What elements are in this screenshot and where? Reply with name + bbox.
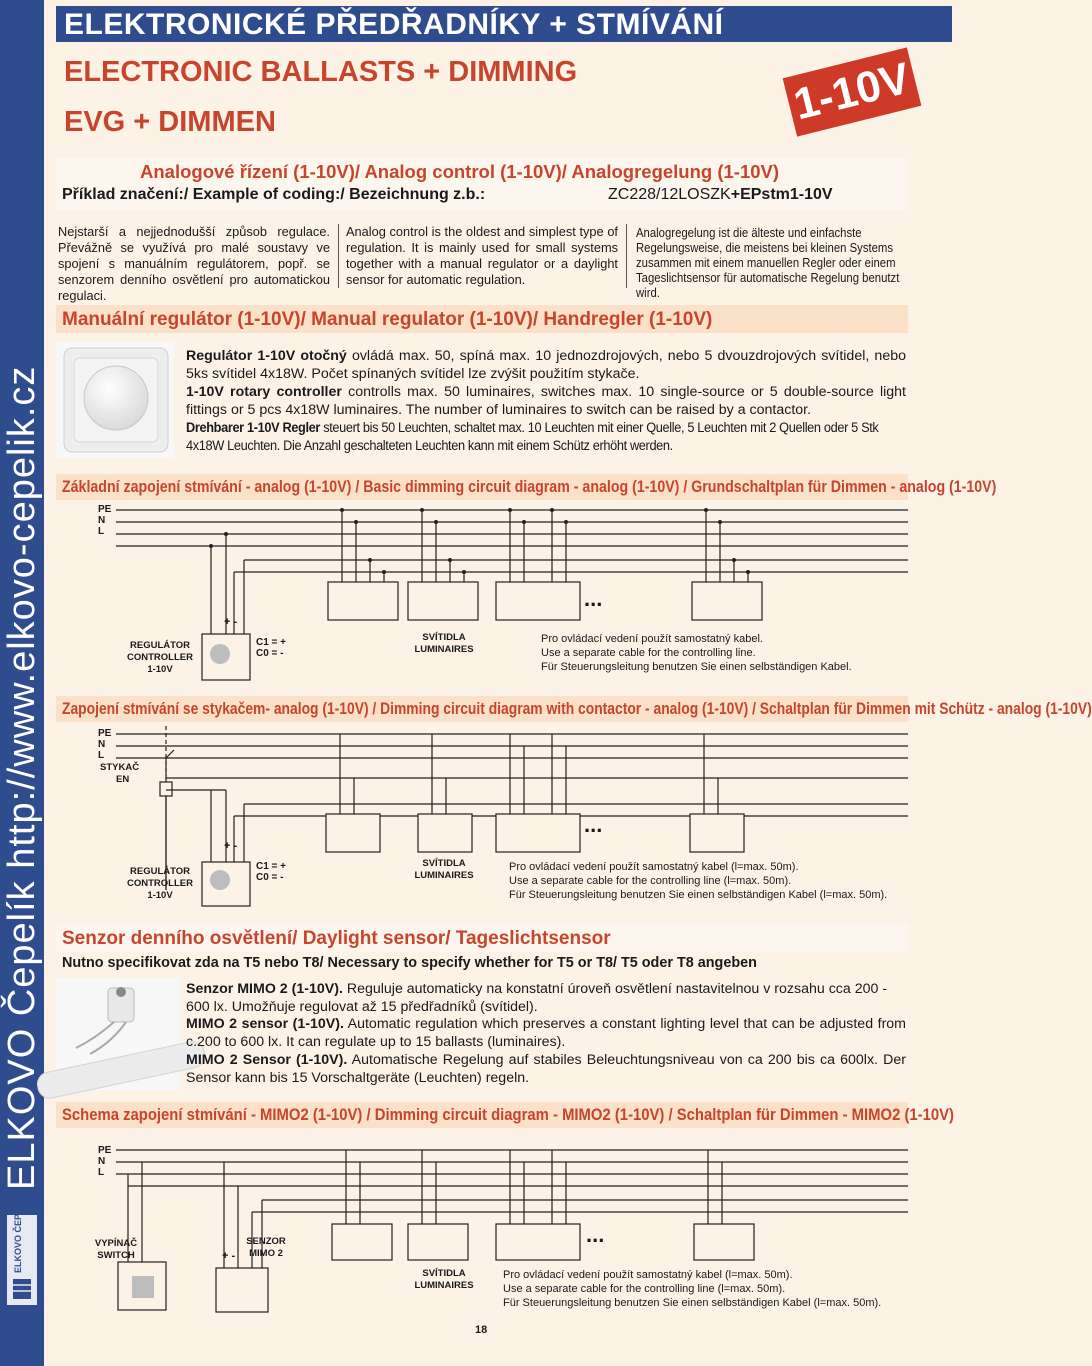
- diagram2-c-values: C1 = + C0 = -: [256, 861, 287, 883]
- sensor-text-cz: Senzor MIMO 2 (1-10V). Reguluje automaticky na konstatní úroveň osvětlení nastavitelnou v rozsahu cca 200 - 600 lx. Umožňuje regulovat až 15 předřadníků (svítidel).: [186, 981, 888, 1015]
- sidebar-url-text: ELKOVO Čepelík http://www.elkovo-cepelik.cz: [1, 365, 43, 1190]
- diagram1-c-values: C1 = + C0 = -: [256, 637, 287, 659]
- diagram3-line-labels: PE N L: [98, 1145, 112, 1178]
- diagram2-note: Pro ovládací vedení použít samostatný kabel (l=max. 50m). Use a separate cable for the controlling line (l=max. 50m). Für Steuerungsleitung benutzen Sie einen selbständigen Kabel (l=max. 50m).: [509, 861, 888, 901]
- elkovo-logo: [7, 1193, 37, 1305]
- diagram2-line-labels: PE N L: [98, 728, 112, 761]
- coding-value: ZC228/12LOSZK+EPstm1-10V: [608, 186, 833, 203]
- analog-text-en: Analog control is the oldest and simplest type of regulation. It is mainly used for small systems together with a manual regulator or a daylight sensor for automatic regulation.: [346, 224, 618, 287]
- diagram2-luminaires-label: SVÍTIDLA LUMINAIRES: [414, 858, 474, 881]
- diagram3-luminaires-label: SVÍTIDLA LUMINAIRES: [414, 1268, 474, 1291]
- page-title-en: ELECTRONIC BALLASTS + DIMMING: [64, 56, 578, 88]
- sensor-text-de: MIMO 2 Sensor (1-10V). Automatische Regelung auf stabiles Beleuchtungsniveau von ca 200 bis ca 600lx. Der Sensor kann bis 15 Vorschaltgeräte (Leuchten) regeln.: [186, 1052, 906, 1086]
- analog-text-cz: Nejstarší a nejjednodušší způsob regulace. Převážně se využívá pro malé soustavy ve spojení s manuálním regulátorem, popř. se senzorem denního osvětlení pro automatickou regulaci.: [58, 224, 330, 303]
- diagram1-luminaires-label: SVÍTIDLA LUMINAIRES: [414, 632, 474, 655]
- page-number: 18: [475, 1324, 488, 1336]
- diagram2-polarity: + -: [224, 840, 238, 852]
- analog-heading: Analogové řízení (1-10V)/ Analog control (1-10V)/ Analogregelung (1-10V): [140, 161, 780, 182]
- analog-text-de: Analogregelung ist die älteste und einfachste Regelungsweise, die meistens bei kleinen Systems zusammen mit einem manuellen Regler oder einem Tageslichtsensor für automatische Regelung benutzt wird.: [636, 226, 900, 300]
- diagram3-note: Pro ovládací vedení použít samostatný kabel (l=max. 50m). Use a separate cable for the controlling line (l=max. 50m). Für Steuerungsleitung benutzen Sie einen selbständigen Kabel (l=max. 50m).: [503, 1269, 882, 1309]
- diagram1-controller-label: REGULÁTOR CONTROLLER 1-10V: [127, 640, 193, 675]
- manual-text-en: 1-10V rotary controller controlls max. 50 luminaires, switches max. 10 single-source or 5 double-source light fittings or 5 pcs 4x18W luminaires. The number of luminaires to switch can be raised by a contactor.: [186, 384, 906, 418]
- diagram3-dots: ...: [586, 1222, 605, 1247]
- sidebar: [0, 0, 44, 1366]
- diagram2-controller-label: REGULÁTOR CONTROLLER 1-10V: [127, 866, 193, 901]
- title-bar: [56, 6, 952, 42]
- diagram2-dots: ...: [584, 812, 603, 837]
- diagram3-switch-label: VYPÍNAČ SWITCH: [94, 1238, 138, 1261]
- manual-text-de: Drehbarer 1-10V Regler steuert bis 50 Leuchten, schaltet max. 10 Leuchten mit einer Quelle, 5 Leuchten mit 2 Quellen oder 5 Stk 4x18W Leuchten. Die Anzahl geschalteten Leuchten kann mit einem Schütz erhöht werden.: [186, 420, 879, 454]
- sensor-text-en: MIMO 2 sensor (1-10V). Automatic regulation which preserves a constant lighting level that can be adjusted from c.200 to 600 lx. It can regulate up to 15 ballasts (luminaires).: [186, 1016, 906, 1050]
- page-title-cz: ELEKTRONICKÉ PŘEDŘADNÍKY + STMÍVÁNÍ: [64, 8, 724, 41]
- diagram3-heading: Schema zapojení stmívání - MIMO2 (1-10V) / Dimming circuit diagram - MIMO2 (1-10V) / Schaltplan für Dimmen - MIMO2 (1-10V): [62, 1106, 955, 1124]
- diagram2-heading: Zapojení stmívání se stykačem- analog (1-10V) / Dimming circuit diagram with contactor - analog (1-10V) / Schaltplan für Dimmen mit Schütz - analog (1-10V): [62, 700, 1092, 718]
- divider: [626, 224, 627, 288]
- logo-text: ELKOVO ČEPELÍK: [13, 1193, 23, 1273]
- coding-label: Příklad značení:/ Example of coding:/ Bezeichnung z.b.:: [62, 186, 486, 203]
- voltage-badge: 1-10V: [783, 47, 922, 136]
- diagram1-polarity: + -: [224, 616, 238, 628]
- diagram3-polarity: + -: [222, 1250, 236, 1262]
- rotary-controller-photo: [56, 342, 174, 458]
- diagram1-note: Pro ovládací vedení použít samostatný kabel. Use a separate cable for the controlling line. Für Steuerungsleitung benutzen Sie einen selbständigen Kabel.: [541, 633, 852, 673]
- divider: [338, 224, 339, 288]
- diagram3-sensor-label: SENZOR MIMO 2: [246, 1236, 286, 1259]
- diagram1-line-labels: PE N L: [98, 504, 112, 537]
- daylight-sensor-photo: [56, 978, 180, 1090]
- page-title-de: EVG + DIMMEN: [64, 106, 276, 138]
- sensor-subheading: Nutno specifikovat zda na T5 nebo T8/ Necessary to specify whether for T5 or T8/ T5 oder T8 angeben: [62, 955, 757, 971]
- diagram1-dots: ...: [584, 586, 603, 611]
- manual-text-cz: Regulátor 1-10V otočný ovládá max. 50, spíná max. 10 jednozdrojových, nebo 5 dvouzdrojových svítidel, nebo 5ks svítidel 4x18W. Počet spínaných svítidel lze zvýšit použitím stykače.: [186, 348, 906, 382]
- diagram1-heading: Základní zapojení stmívání - analog (1-10V) / Basic dimming circuit diagram - analog (1-10V) / Grundschaltplan für Dimmen - analog (1-10V): [62, 478, 997, 496]
- manual-heading: Manuální regulátor (1-10V)/ Manual regulator (1-10V)/ Handregler (1-10V): [62, 309, 713, 330]
- sensor-heading: Senzor denního osvětlení/ Daylight sensor/ Tageslichtsensor: [62, 928, 611, 949]
- diagram2-contactor-label: STYKAČ EN: [100, 762, 140, 785]
